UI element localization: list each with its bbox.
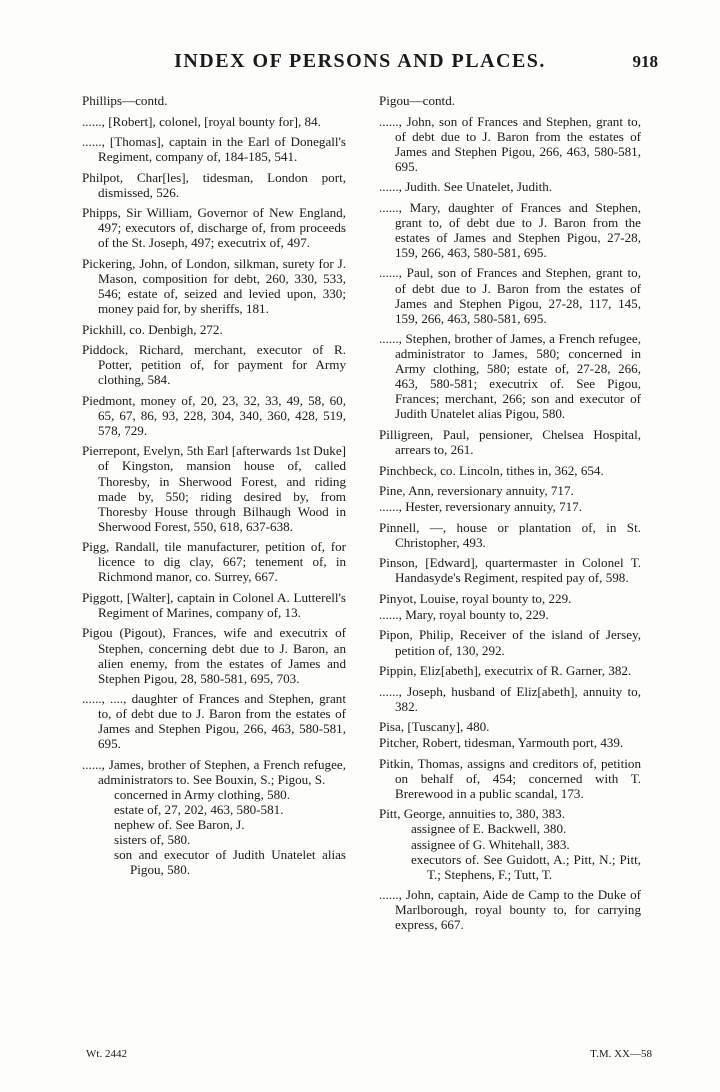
index-entry: Piddock, Richard, merchant, executor of R. Potter, petition of, for payment for Army clothing, 584. bbox=[82, 342, 346, 388]
index-entry: Philpot, Char[les], tidesman, London port, dismissed, 526. bbox=[82, 169, 346, 200]
index-entry: Phillips—contd. bbox=[82, 93, 168, 108]
index-entry: ......, ...., daughter of Frances and Stephen, grant to, of debt due to J. Baron from the estates of James and Stephen Pigou, 266, 463, 580-581, 695. bbox=[82, 691, 346, 752]
right-column bbox=[379, 93, 641, 938]
index-entry: ......, Judith. See Unatelet, Judith. bbox=[379, 179, 553, 195]
index-entry: ......, Joseph, husband of Eliz[abeth], annuity to, 382. bbox=[379, 683, 641, 714]
index-subentry: son and executor of Judith Unatelet alias Pigou, 580. bbox=[114, 847, 346, 878]
index-subentry: nephew of. See Baron, J. bbox=[114, 817, 245, 833]
index-entry: ......, Stephen, brother of James, a French refugee, administrator to James, 580; concerned in Army clothing, 580; estate of, 27-28, 266, 463, 580-581; executrix of. See Pigou, Frances; merchant, 266; son and executor of Judith Unatelet alias Pigou, 580. bbox=[379, 331, 641, 422]
index-entry: Piggott, [Walter], captain in Colonel A. Lutterell's Regiment of Marines, company of, 13. bbox=[82, 589, 346, 620]
index-entry: ......, [Thomas], captain in the Earl of Donegall's Regiment, company of, 184-185, 541. bbox=[82, 134, 346, 165]
index-entry: Pickhill, co. Denbigh, 272. bbox=[82, 321, 223, 337]
index-entry: ......, Hester, reversionary annuity, 717. bbox=[379, 499, 582, 515]
index-entry: Pine, Ann, reversionary annuity, 717. bbox=[379, 483, 574, 499]
index-entry: Pierrepont, Evelyn, 5th Earl [afterwards 1st Duke] of Kingston, mansion house of, called Thoresby, in Sherwood Forest, and riding made by, 550; riding desired by, from Thoresby House through Bilhaugh Wood in Sherwood Forest, 550, 618, 637-638. bbox=[82, 443, 346, 534]
index-entry: ......, John, captain, Aide de Camp to the Duke of Marlborough, royal bounty to, for carrying express, 667. bbox=[379, 887, 641, 933]
index-entry: ......, James, brother of Stephen, a French refugee, administrators to. See Bouxin, S.; Pigou, S. bbox=[82, 756, 346, 787]
page-footer bbox=[0, 1048, 720, 1068]
index-entry: Pitt, George, annuities to, 380, 383. bbox=[379, 806, 565, 822]
index-entry: ......, [Robert], colonel, [royal bounty for], 84. bbox=[82, 113, 321, 129]
index-entry: ......, Mary, royal bounty to, 229. bbox=[379, 606, 549, 622]
page-header bbox=[0, 50, 720, 80]
index-subentry: executors of. See Guidott, A.; Pitt, N.; Pitt, T.; Stephens, F.; Tutt, T. bbox=[411, 851, 641, 882]
index-subentry: concerned in Army clothing, 580. bbox=[114, 786, 290, 802]
index-entry: ......, John, son of Frances and Stephen, grant to, of debt due to J. Baron from the estates of James and Stephen Pigou, 266, 463, 580-581, 695. bbox=[379, 113, 641, 174]
index-entry: Piedmont, money of, 20, 23, 32, 33, 49, 58, 60, 65, 67, 86, 93, 228, 304, 340, 360, 428, 519, 578, 729. bbox=[82, 392, 346, 438]
page-number: 918 bbox=[632, 52, 658, 71]
index-subentry: sisters of, 580. bbox=[114, 832, 191, 848]
index-entry: Pinson, [Edward], quartermaster in Colonel T. Handasyde's Regiment, respited pay of, 598. bbox=[379, 555, 641, 586]
left-column bbox=[82, 93, 346, 877]
index-entry: Pilligreen, Paul, pensioner, Chelsea Hospital, arrears to, 261. bbox=[379, 426, 641, 457]
footer-signature: T.M. XX—58 bbox=[590, 1048, 652, 1060]
index-entry: Pitcher, Robert, tidesman, Yarmouth port, 439. bbox=[379, 735, 624, 751]
index-entry: Pickering, John, of London, silkman, surety for J. Mason, composition for debt, 260, 330, 533, 546; estate of, seized and levied upon, 330; money paid for, by sheriffs, 181. bbox=[82, 255, 346, 317]
index-entry: Pigou—contd. bbox=[379, 93, 456, 108]
index-entry: Pippin, Eliz[abeth], executrix of R. Garner, 382. bbox=[379, 663, 632, 679]
index-entry: Pisa, [Tuscany], 480. bbox=[379, 719, 490, 735]
index-entry: Pigg, Randall, tile manufacturer, petition of, for licence to dig clay, 667; tenement of, in Richmond manor, co. Surrey, 667. bbox=[82, 539, 346, 585]
index-entry: Pitkin, Thomas, assigns and creditors of, petition on behalf of, 454; concerned with T. Brerewood in a public scandal, 173. bbox=[379, 755, 641, 801]
index-entry: Phipps, Sir William, Governor of New England, 497; executors of, discharge of, from proceeds of the St. Joseph, 497; executrix of, 497. bbox=[82, 205, 346, 251]
index-subentry: estate of, 27, 202, 463, 580-581. bbox=[114, 801, 284, 817]
index-entry: ......, Mary, daughter of Frances and Stephen, grant to, of debt due to J. Baron from the estates of James and Stephen Pigou, 27-28, 159, 266, 463, 580-581, 695. bbox=[379, 199, 641, 260]
index-entry: ......, Paul, son of Frances and Stephen, grant to, of debt due to J. Baron from the estates of James and Stephen Pigou, 27-28, 117, 145, 159, 266, 463, 580-581, 695. bbox=[379, 265, 641, 326]
index-entry: Pinchbeck, co. Lincoln, tithes in, 362, 654. bbox=[379, 462, 604, 478]
index-subentry: assignee of G. Whitehall, 383. bbox=[411, 836, 570, 852]
footer-print-mark: Wt. 2442 bbox=[86, 1048, 127, 1060]
page-title: INDEX OF PERSONS AND PLACES. bbox=[174, 50, 546, 72]
index-entry: Pipon, Philip, Receiver of the island of Jersey, petition of, 130, 292. bbox=[379, 627, 641, 658]
index-entry: Pigou (Pigout), Frances, wife and executrix of Stephen, concerning debt due to J. Baron, an alien enemy, from the estates of James and Stephen Pigou, 28, 580-581, 695, 703. bbox=[82, 625, 346, 686]
index-subentry: assignee of E. Backwell, 380. bbox=[411, 821, 567, 837]
index-entry: Pinyot, Louise, royal bounty to, 229. bbox=[379, 590, 572, 606]
index-entry: Pinnell, —, house or plantation of, in St. Christopher, 493. bbox=[379, 519, 641, 550]
